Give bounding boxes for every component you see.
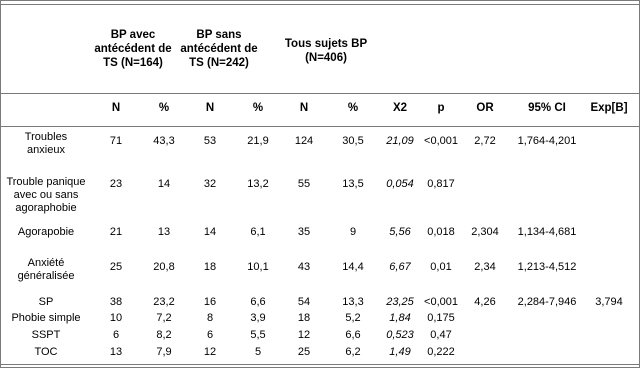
table-cell: 5,56 xyxy=(389,226,411,238)
table-cell: 6,6 xyxy=(250,296,266,308)
column-header: X2 xyxy=(392,102,408,114)
table-cell: 9 xyxy=(349,226,357,238)
group-header-bp-without-ts: BP sans antécédent de TS (N=242) xyxy=(180,29,258,69)
row-label: Troubles anxieux xyxy=(24,131,68,156)
table-cell: 21 xyxy=(109,226,123,238)
table-cell: 8 xyxy=(206,312,214,324)
row-label: SSPT xyxy=(31,329,61,341)
table-cell: 0,817 xyxy=(427,178,455,190)
table-cell: 18 xyxy=(297,312,311,324)
table-cell: 0,054 xyxy=(386,178,414,190)
column-header: N xyxy=(299,102,309,114)
table-cell: 1,134-4,681 xyxy=(517,226,577,238)
row-label: SP xyxy=(38,296,54,308)
table-cell: 0,175 xyxy=(427,312,455,324)
table-cell: 1,84 xyxy=(389,312,411,324)
table-cell: 55 xyxy=(297,178,311,190)
table-cell: 0,47 xyxy=(430,329,452,341)
divider xyxy=(0,4,640,5)
group-header-bp-with-ts: BP avec antécédent de TS (N=164) xyxy=(94,29,172,69)
table-cell: 8,2 xyxy=(156,329,172,341)
table-cell: 54 xyxy=(297,296,311,308)
table-cell: 43 xyxy=(297,261,311,273)
column-header: N xyxy=(111,102,121,114)
table-cell: 6,2 xyxy=(345,346,361,358)
table-cell: 10 xyxy=(109,312,123,324)
column-header: OR xyxy=(476,102,494,114)
table-cell: 13 xyxy=(109,346,123,358)
column-header: % xyxy=(252,102,264,114)
row-label: Phobie simple xyxy=(11,312,81,324)
table-cell: 2,304 xyxy=(471,226,499,238)
table-cell: 43,3 xyxy=(153,135,175,147)
table-cell: 18 xyxy=(203,261,217,273)
table-cell: <0,001 xyxy=(424,296,458,308)
table-cell: 6 xyxy=(112,329,120,341)
table-cell: 6,67 xyxy=(389,261,411,273)
group-header-all-bp: Tous sujets BP (N=406) xyxy=(284,38,368,64)
table-cell: 4,26 xyxy=(474,296,496,308)
table-cell: 25 xyxy=(297,346,311,358)
table-cell: 12 xyxy=(297,329,311,341)
table-cell: 32 xyxy=(203,178,217,190)
table-cell: <0,001 xyxy=(424,135,458,147)
column-header: % xyxy=(158,102,170,114)
table-cell: 2,34 xyxy=(474,261,496,273)
divider xyxy=(0,93,640,94)
table-cell: 25 xyxy=(109,261,123,273)
table-cell: 14,4 xyxy=(342,261,364,273)
table-cell: 5 xyxy=(254,346,262,358)
table-cell: 5,5 xyxy=(250,329,266,341)
column-header: 95% CI xyxy=(528,102,566,114)
table-cell: 14 xyxy=(157,178,171,190)
table-cell: 2,284-7,946 xyxy=(517,296,577,308)
table-cell: 7,2 xyxy=(156,312,172,324)
table-cell: 12 xyxy=(203,346,217,358)
table-cell: 0,018 xyxy=(427,226,455,238)
column-header: Exp[B] xyxy=(590,102,628,114)
table-cell: 0,222 xyxy=(427,346,455,358)
table-cell: 21,09 xyxy=(386,135,414,147)
table-cell: 3,794 xyxy=(595,296,623,308)
table-cell: 6,6 xyxy=(345,329,361,341)
table-cell: 53 xyxy=(203,135,217,147)
table-cell: 23 xyxy=(109,178,123,190)
table-cell: 13,3 xyxy=(342,296,364,308)
table-cell: 6,1 xyxy=(250,226,266,238)
column-header: N xyxy=(205,102,215,114)
table-cell: 124 xyxy=(294,135,314,147)
row-label: Anxiété généralisée xyxy=(17,257,75,282)
table-cell: 13 xyxy=(157,226,171,238)
table-cell: 6 xyxy=(206,329,214,341)
table-cell: 71 xyxy=(109,135,123,147)
table-cell: 16 xyxy=(203,296,217,308)
table-cell: 21,9 xyxy=(247,135,269,147)
row-label: Trouble panique avec ou sans agoraphobie xyxy=(6,176,86,214)
column-header: p xyxy=(437,102,445,114)
table-cell: 7,9 xyxy=(156,346,172,358)
table-cell: 5,2 xyxy=(345,312,361,324)
table-cell: 0,523 xyxy=(386,329,414,341)
table-cell: 13,2 xyxy=(247,178,269,190)
divider xyxy=(0,364,640,365)
table-cell: 1,764-4,201 xyxy=(517,135,577,147)
table-cell: 23,2 xyxy=(153,296,175,308)
table-cell: 3,9 xyxy=(250,312,266,324)
table-cell: 20,8 xyxy=(153,261,175,273)
table-cell: 23,25 xyxy=(386,296,414,308)
table-cell: 10,1 xyxy=(247,261,269,273)
table-cell: 0,01 xyxy=(430,261,452,273)
column-header: % xyxy=(347,102,359,114)
table-cell: 38 xyxy=(109,296,123,308)
table-cell: 30,5 xyxy=(342,135,364,147)
table-cell: 2,72 xyxy=(474,135,496,147)
table-cell: 13,5 xyxy=(342,178,364,190)
row-label: Agorapobie xyxy=(17,226,75,238)
table-cell: 1,213-4,512 xyxy=(517,261,577,273)
table-cell: 1,49 xyxy=(389,346,411,358)
row-label: TOC xyxy=(34,346,58,358)
table-cell: 14 xyxy=(203,226,217,238)
divider xyxy=(0,126,640,127)
table-cell: 35 xyxy=(297,226,311,238)
